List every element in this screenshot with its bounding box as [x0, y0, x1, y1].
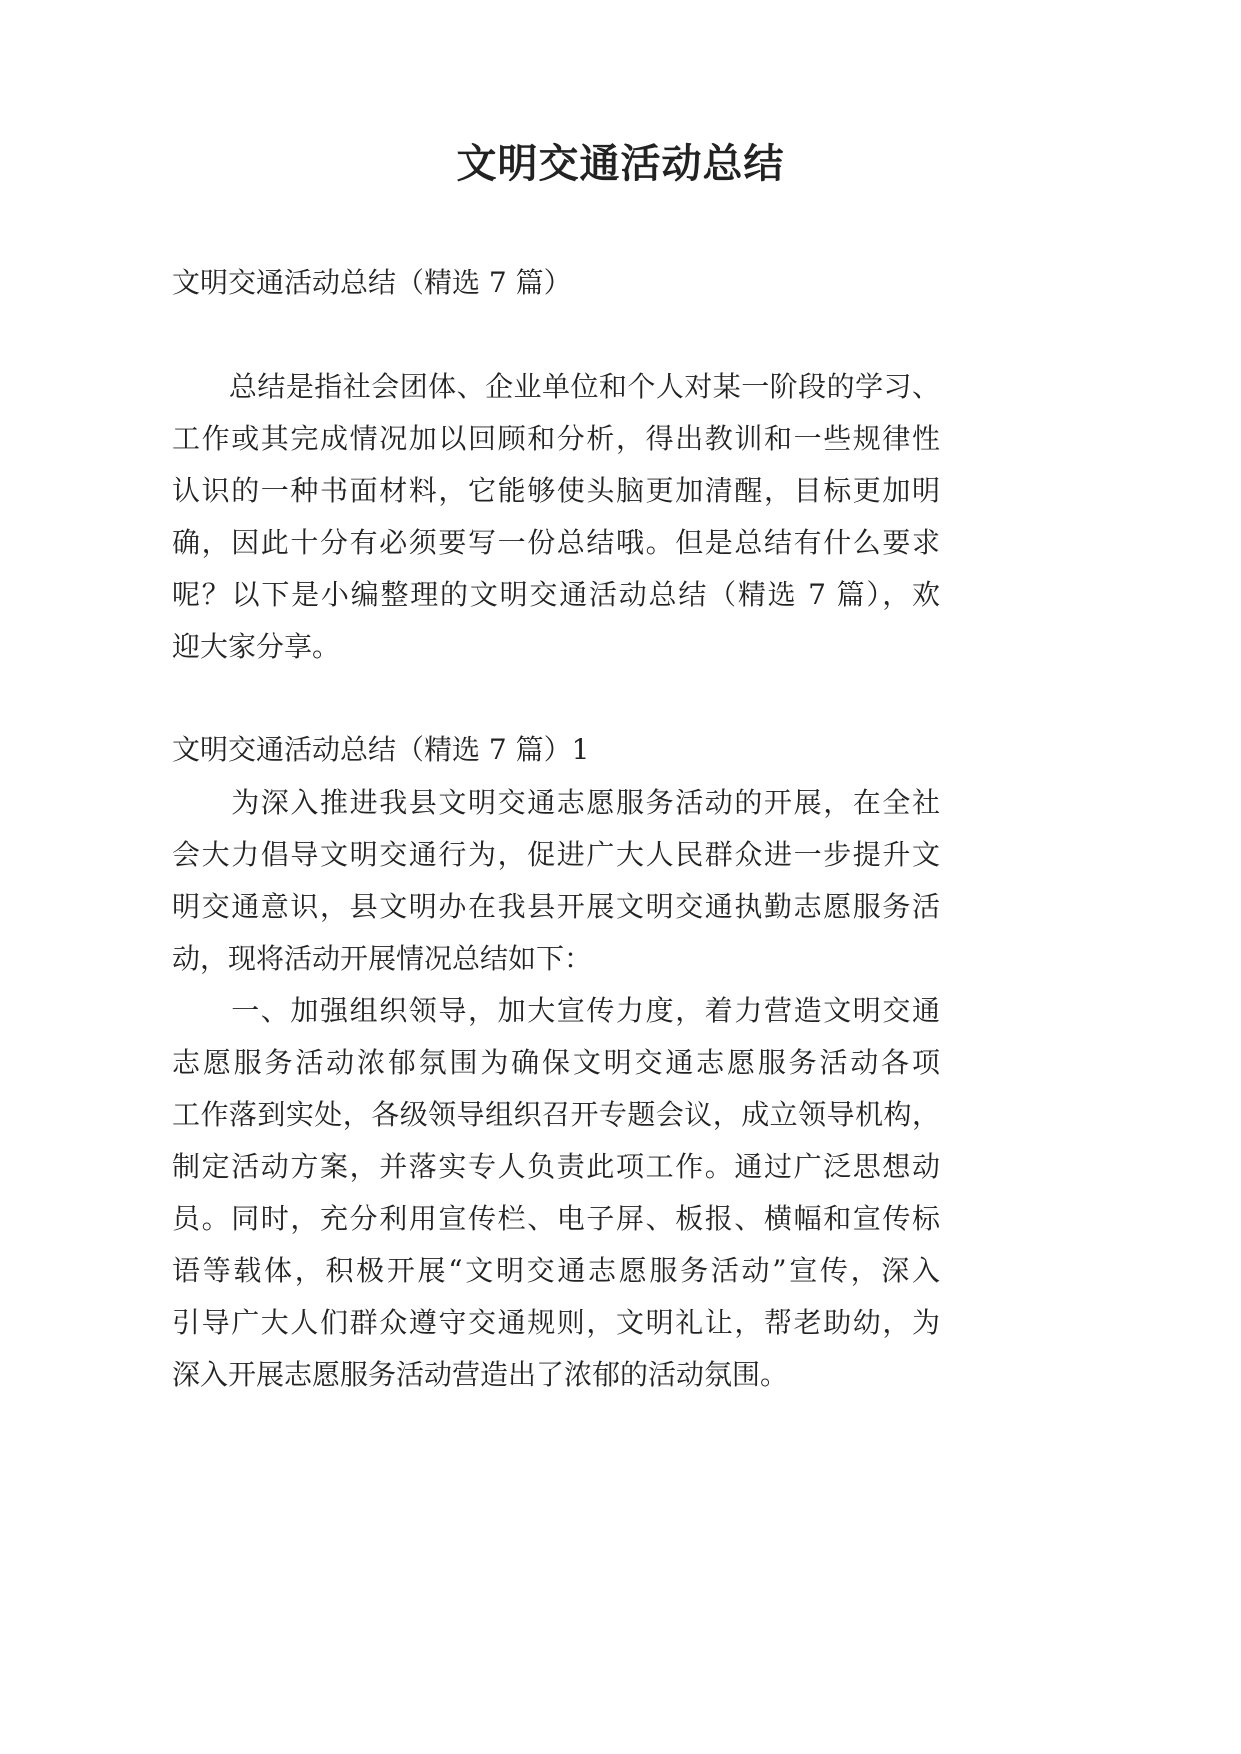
paragraph-1	[172, 777, 940, 985]
section-heading	[172, 724, 940, 776]
text-line: 动，现将活动开展情况总结如下：	[172, 942, 593, 975]
text-line: 为深入推进我县文明交通志愿服务活动的开展，在全社	[172, 786, 940, 819]
text-line: 语等载体，积极开展“文明交通志愿服务活动”宣传，深入	[172, 1254, 940, 1287]
text-line: 确，因此十分有必须要写一份总结哦。但是总结有什么要求	[172, 526, 940, 559]
section-heading-text: 文明交通活动总结（精选 7 篇）1	[172, 733, 590, 766]
text-line: 认识的一种书面材料，它能够使头脑更加清醒，目标更加明	[172, 474, 940, 507]
intro-paragraph	[172, 361, 940, 673]
paragraph-2	[172, 985, 940, 1401]
text-line: 呢？以下是小编整理的文明交通活动总结（精选 7 篇），欢	[172, 578, 940, 611]
subtitle-text: 文明交通活动总结（精选 7 篇）	[172, 266, 572, 299]
text-line: 工作落到实处，各级领导组织召开专题会议，成立领导机构，	[172, 1098, 940, 1131]
text-line: 会大力倡导文明交通行为，促进广大人民群众进一步提升文	[172, 838, 940, 871]
text-line: 工作或其完成情况加以回顾和分析，得出教训和一些规律性	[172, 422, 940, 455]
document-subtitle	[172, 257, 940, 309]
text-line: 总结是指社会团体、企业单位和个人对某一阶段的学习、	[172, 370, 940, 403]
text-line: 一、加强组织领导，加大宣传力度，着力营造文明交通	[172, 994, 940, 1027]
text-line: 员。同时，充分利用宣传栏、电子屏、板报、横幅和宣传标	[172, 1202, 940, 1235]
text-line: 制定活动方案，并落实专人负责此项工作。通过广泛思想动	[172, 1150, 940, 1183]
text-line: 迎大家分享。	[172, 630, 341, 663]
text-line: 引导广大人们群众遵守交通规则，文明礼让，帮老助幼，为	[172, 1306, 940, 1339]
text-line: 明交通意识，县文明办在我县开展文明交通执勤志愿服务活	[172, 890, 940, 923]
text-line: 深入开展志愿服务活动营造出了浓郁的活动氛围。	[172, 1358, 789, 1391]
text-line: 志愿服务活动浓郁氛围为确保文明交通志愿服务活动各项	[172, 1046, 940, 1079]
document-title: 文明交通活动总结	[456, 140, 785, 187]
